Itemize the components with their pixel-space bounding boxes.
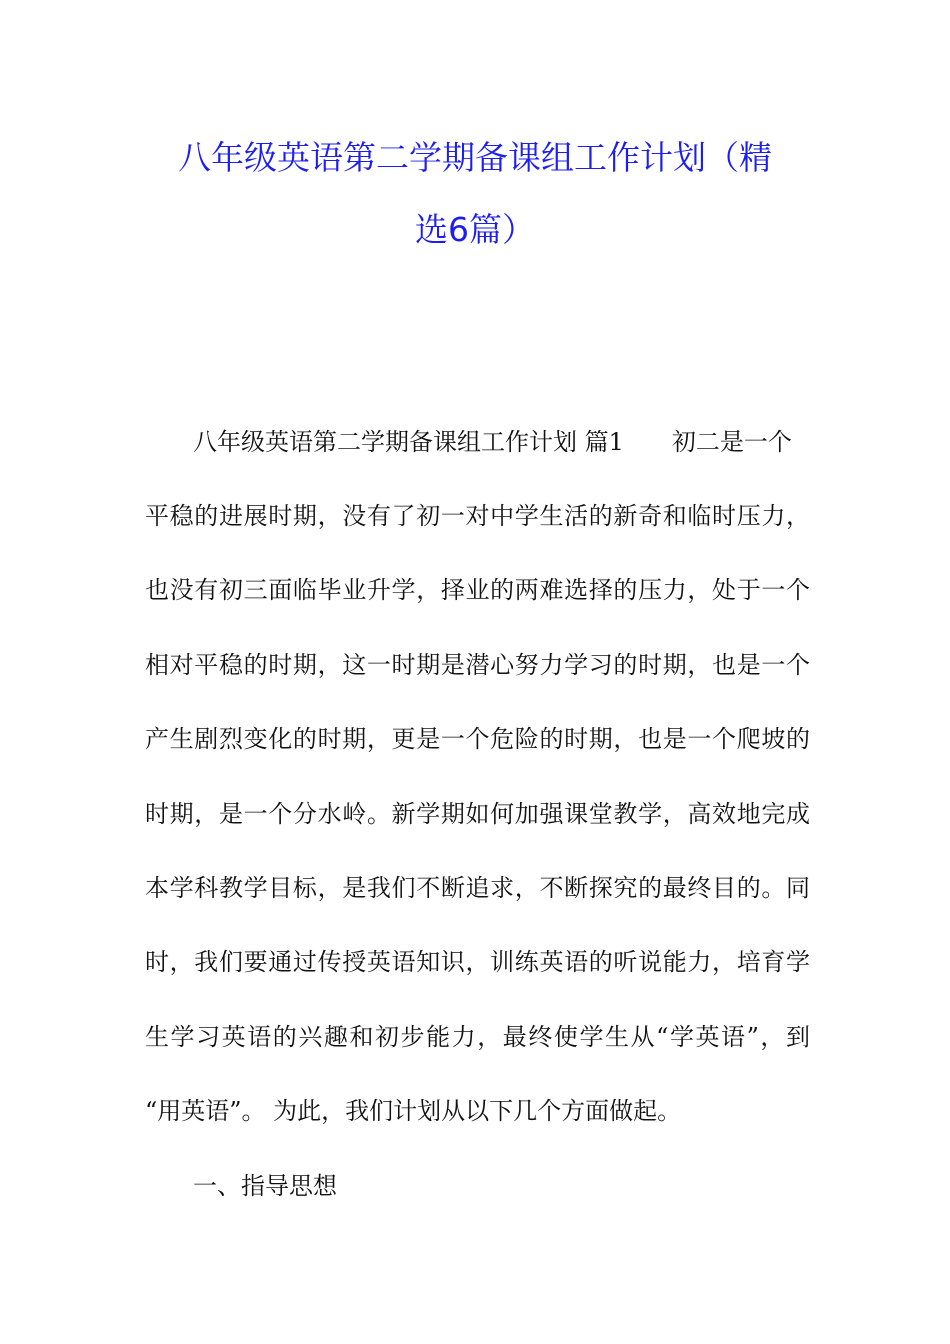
paragraph-line-9: 生学习英语的兴趣和初步能力，最终使学生从“学英语”，到 [145, 1023, 810, 1051]
paragraph-line-6: 时期，是一个分水岭。新学期如何加强课堂教学，高效地完成 [145, 800, 810, 828]
paragraph-line-7: 本学科教学目标，是我们不断追求，不断探究的最终目的。同 [145, 874, 810, 902]
document-title-line-2: 选6篇） [415, 210, 535, 249]
paragraph-line-10: “用英语”。 为此，我们计划从以下几个方面做起。 [145, 1097, 682, 1125]
paragraph-line-4: 相对平稳的时期，这一时期是潜心努力学习的时期，也是一个 [145, 651, 810, 679]
paragraph-line-2: 平稳的进展时期，没有了初一对中学生活的新奇和临时压力， [145, 502, 810, 530]
paragraph-line-1: 八年级英语第二学期备课组工作计划 篇1 初二是一个 [193, 428, 792, 456]
section-heading: 一、指导思想 [193, 1172, 337, 1200]
paragraph-line-3: 也没有初三面临毕业升学，择业的两难选择的压力，处于一个 [145, 576, 810, 604]
paragraph-line-8: 时，我们要通过传授英语知识，训练英语的听说能力，培育学 [145, 948, 810, 976]
document-title-line-1: 八年级英语第二学期备课组工作计划（精 [178, 138, 772, 177]
paragraph-line-5: 产生剧烈变化的时期，更是一个危险的时期，也是一个爬坡的 [145, 725, 810, 753]
